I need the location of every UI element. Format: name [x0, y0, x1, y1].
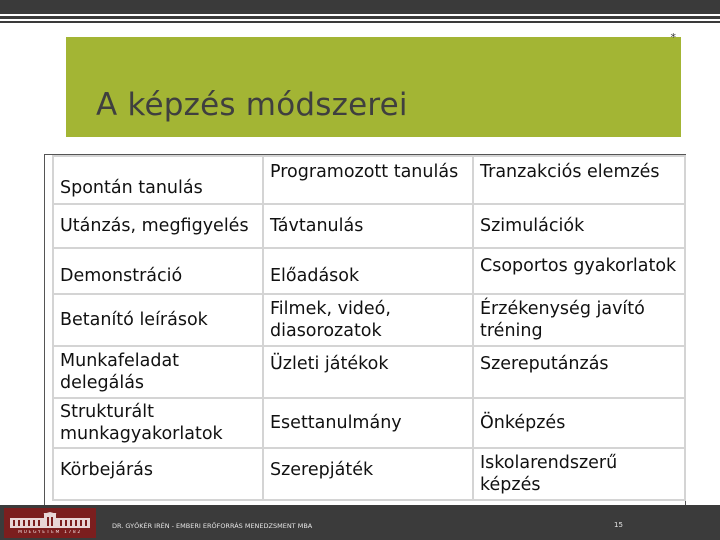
- table-row: [53, 294, 685, 346]
- title-block: [66, 31, 681, 137]
- table-cell: Körbejárás: [53, 448, 263, 500]
- top-bar: [0, 0, 720, 14]
- table-cell: Üzleti játékok: [263, 346, 473, 398]
- table-row: [53, 448, 685, 500]
- table-cell: Programozott tanulás: [263, 156, 473, 204]
- table-cell: Betanító leírások: [53, 294, 263, 346]
- building-icon: [10, 512, 90, 528]
- table-cell: Önképzés: [473, 398, 685, 448]
- table-cell: Utánzás, megfigyelés: [53, 204, 263, 248]
- table-cell: Munkafeladat delegálás: [53, 346, 263, 398]
- footer-bar: [0, 505, 720, 540]
- table-cell: Strukturált munkagyakorlatok: [53, 398, 263, 448]
- table-cell: Demonstráció: [53, 248, 263, 294]
- table-row: [53, 156, 685, 204]
- table-row: [53, 398, 685, 448]
- logo-caption: MŰEGYETEM 1782: [18, 530, 82, 535]
- table-cell: Távtanulás: [263, 204, 473, 248]
- table-cell: Esettanulmány: [263, 398, 473, 448]
- university-logo: [4, 508, 96, 538]
- page-number: 15: [614, 521, 623, 529]
- footer-author-text: DR. GYŐKÉR IRÉN - EMBERI ERŐFORRÁS MENEDZSMENT MBA: [112, 522, 313, 530]
- table-cell: Szerepjáték: [263, 448, 473, 500]
- slide-title: A képzés módszerei: [96, 87, 408, 123]
- table-cell: Érzékenység javító tréning: [473, 294, 685, 346]
- table-cell: Iskolarendszerű képzés: [473, 448, 685, 500]
- table-cell: Spontán tanulás: [53, 156, 263, 204]
- table-cell: Tranzakciós elemzés: [473, 156, 685, 204]
- top-stripe-thin: [0, 21, 720, 23]
- table-cell: Szimulációk: [473, 204, 685, 248]
- methods-table: [52, 155, 686, 501]
- table-cell: Előadások: [263, 248, 473, 294]
- table-row: [53, 248, 685, 294]
- top-stripe: [0, 16, 720, 19]
- slide-marker: *: [670, 31, 676, 44]
- table-row: [53, 204, 685, 248]
- table-cell: Csoportos gyakorlatok: [473, 248, 685, 294]
- methods-table-container: [52, 155, 684, 501]
- table-row: [53, 346, 685, 398]
- table-cell: Filmek, videó, diasorozatok: [263, 294, 473, 346]
- table-cell: Szereputánzás: [473, 346, 685, 398]
